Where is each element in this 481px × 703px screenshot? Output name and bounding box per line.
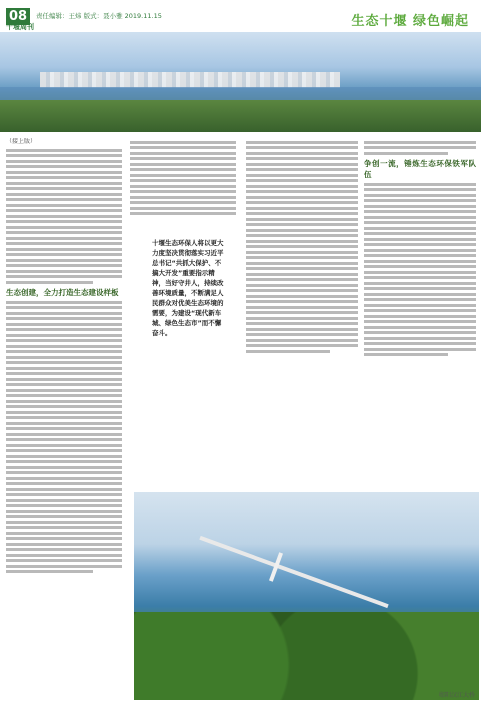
editor-meta: 责任编辑：王炜 版式：聂小雅 2019.11.15 (36, 12, 162, 20)
subheading-eco-team: 争创一流，锤炼生态环保铁军队伍 (364, 158, 476, 179)
page-header (0, 0, 481, 30)
body-text (364, 183, 476, 357)
body-text (130, 141, 236, 216)
subheading-eco-creation: 生态创建，全力打造生态建设样板 (6, 287, 119, 297)
continuation-note: （接上版） (6, 138, 37, 145)
bridge-photo (134, 492, 479, 700)
river-bank (0, 100, 481, 132)
brand-name: 十堰周刊 (6, 23, 34, 31)
body-text (6, 301, 122, 574)
article-column-1 (6, 138, 122, 632)
body-text (6, 149, 122, 284)
body-text (364, 141, 476, 155)
page-number: 08 (6, 8, 30, 25)
body-text (246, 141, 358, 353)
city-skyline (40, 72, 340, 88)
bridge-deck (199, 536, 388, 608)
hero-photo (0, 32, 481, 132)
photo-caption: 郧阳汉江大桥 (438, 692, 475, 699)
article-column-3 (246, 138, 358, 458)
section-title: 生态十堰 绿色崛起 (351, 14, 469, 29)
pull-quote: 十堰生态环保人将以更大力度坚决贯彻落实习近平总书记“共抓大保护、不搞大开发”重要指示精神，当好守井人，持续改善环境质量，不断满足人民群众对优美生态环境的需要，为建设“现代新车城、绿色生态市”而不懈奋斗。 (152, 239, 224, 337)
foreground-trees (134, 612, 479, 700)
article-column-4 (364, 138, 476, 458)
